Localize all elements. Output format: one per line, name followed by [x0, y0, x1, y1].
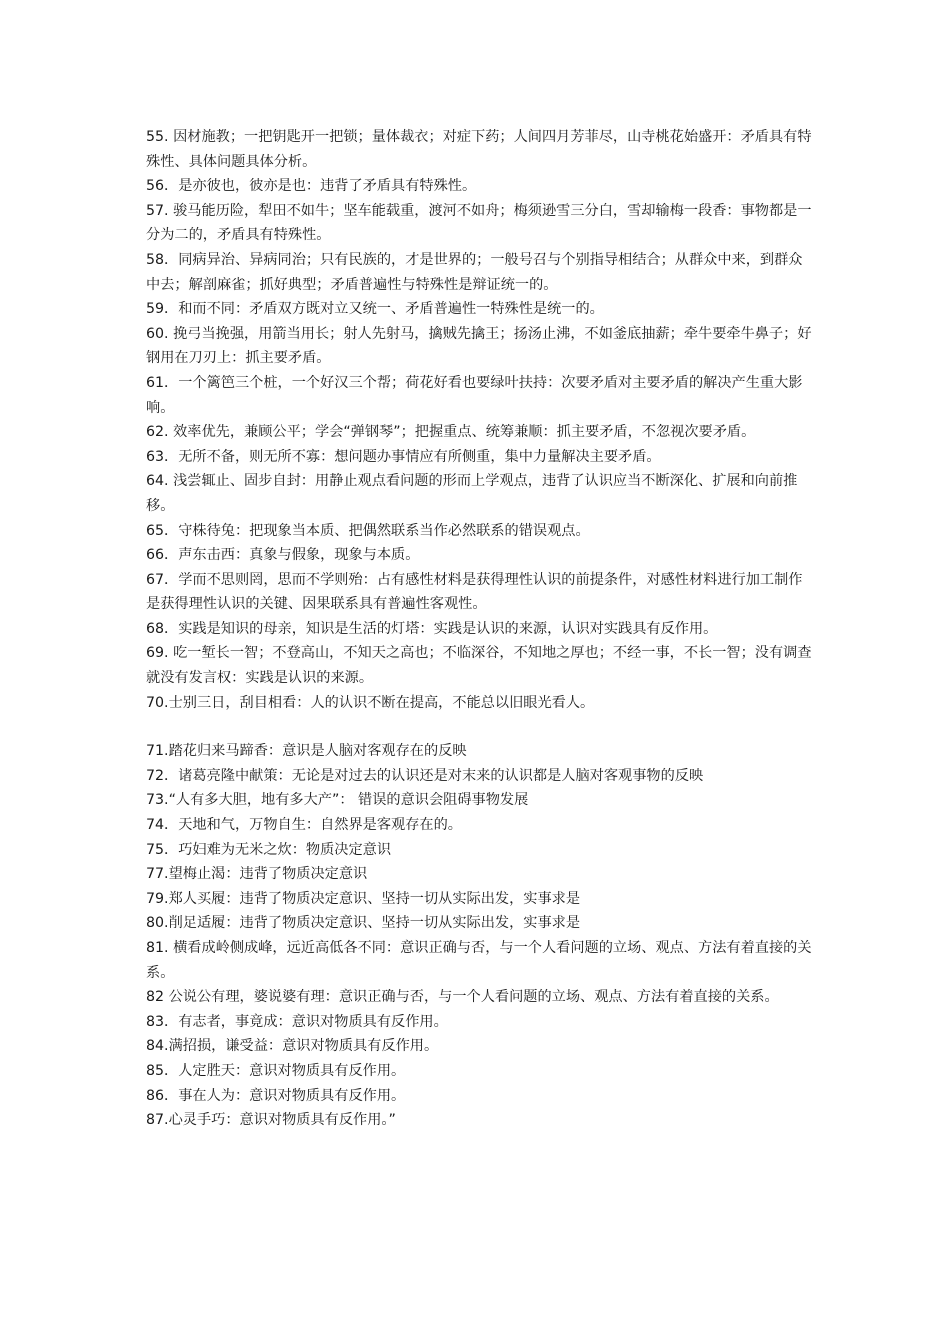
list-item-73: 73.“人有多大胆，地有多大产”： 错误的意识会阻碍事物发展	[146, 792, 529, 809]
list-item-74: 74．天地和气，万物自生：自然界是客观存在的。	[146, 817, 462, 834]
list-item-65: 65．守株待兔：把现象当本质、把偶然联系当作必然联系的错误观点。	[146, 522, 590, 539]
section-spacer	[146, 715, 814, 739]
list-item-72: 72．诸葛亮隆中献策：无论是对过去的认识还是对末来的认识都是人脑对客观事物的反映	[146, 767, 704, 784]
list-item-86: 86．事在人为：意识对物质具有反作用。	[146, 1087, 406, 1104]
list-item-87: 87.心灵手巧：意识对物质具有反作用。”	[146, 1112, 396, 1129]
list-item-75: 75．巧妇难为无米之炊：物质决定意识	[146, 841, 392, 858]
list-item-60: 60. 挽弓当挽强，用箭当用长；射人先射马，擒贼先擒王；扬汤止沸，不如釜底抽薪；牵牛要牵牛鼻子；好钢用在刀刃上：抓主要矛盾。	[146, 325, 812, 367]
list-item-64: 64. 浅尝辄止、固步自封：用静止观点看问题的形而上学观点，违背了认识应当不断深化、扩展和向前推移。	[146, 473, 798, 514]
list-item-79: 79.郑人买履：违背了物质决定意识、坚持一切从实际出发，实事求是	[146, 890, 581, 907]
list-item-71: 71.踏花归来马蹄香：意识是人脑对客观存在的反映	[146, 743, 467, 760]
list-item-56: 56．是亦彼也，彼亦是也：违背了矛盾具有特殊性。	[146, 178, 477, 195]
list-item-69: 69. 吃一堑长一智；不登高山，不知天之高也；不临深谷，不知地之厚也；不经一事，不长一智；没有调查就没有发言权：实践是认识的来源。	[146, 645, 812, 687]
list-item-63: 63．无所不备，则无所不寡：想问题办事情应有所侧重，集中力量解决主要矛盾。	[146, 448, 661, 465]
list-item-80: 80.削足适履：违背了物质决定意识、坚持一切从实际出发，实事求是	[146, 915, 581, 932]
list-item-77: 77.望梅止渴：违背了物质决定意识	[146, 866, 368, 883]
section-contradiction-cognition	[146, 125, 814, 715]
list-item-66: 66．声东击西：真象与假象，现象与本质。	[146, 547, 420, 564]
list-item-55: 55. 因材施教；一把钥匙开一把锁；量体裁衣；对症下药；人间四月芳菲尽，山寺桃花始盛开：矛盾具有特殊性、具体问题具体分析。	[146, 129, 812, 170]
list-item-61: 61．一个篱笆三个桩，一个好汉三个帮；荷花好看也要绿叶扶持：次要矛盾对主要矛盾的解决产生重大影响。	[146, 374, 803, 416]
list-item-67: 67．学而不思则罔，思而不学则殆：占有感性材料是获得理性认识的前提条件，对感性材料进行加工制作是获得理性认识的关键、因果联系具有普遍性客观性。	[146, 571, 803, 613]
list-item-70: 70.士别三日，刮目相看：人的认识不断在提高，不能总以旧眼光看人。	[146, 694, 595, 711]
list-item-68: 68．实践是知识的母亲，知识是生活的灯塔：实践是认识的来源，认识对实践具有反作用。	[146, 620, 718, 637]
list-item-62: 62. 效率优先，兼顾公平；学会“弹钢琴”；把握重点、统筹兼顺：抓主要矛盾，不忽视次要矛盾。	[146, 424, 756, 441]
section-matter-consciousness	[146, 739, 814, 1133]
list-item-83: 83．有志者，事竟成：意识对物质具有反作用。	[146, 1013, 448, 1030]
list-item-82: 82 公说公有理，婆说婆有理：意识正确与否，与一个人看问题的立场、观点、方法有着直接的关系。	[146, 989, 779, 1006]
list-item-58: 58．同病异治、异病同治；只有民族的，才是世界的；一般号召与个别指导相结合；从群众中来，到群众中去；解剖麻雀；抓好典型；矛盾普遍性与特殊性是辩证统一的。	[146, 251, 803, 293]
list-item-84: 84.满招损，谦受益：意识对物质具有反作用。	[146, 1038, 439, 1055]
list-item-85: 85．人定胜天：意识对物质具有反作用。	[146, 1062, 406, 1079]
list-item-81: 81. 横看成岭侧成峰，远近高低各不同：意识正确与否，与一个人看问题的立场、观点、方法有着直接的关系。	[146, 940, 812, 981]
document-body	[146, 125, 814, 1133]
list-item-59: 59．和而不同：矛盾双方既对立又统一、矛盾普遍性一特殊性是统一的。	[146, 301, 604, 318]
list-item-57: 57. 骏马能历险，犁田不如牛；坚车能载重，渡河不如舟；梅须逊雪三分白，雪却输梅一段香：事物都是一分为二的，矛盾具有特殊性。	[146, 202, 812, 244]
